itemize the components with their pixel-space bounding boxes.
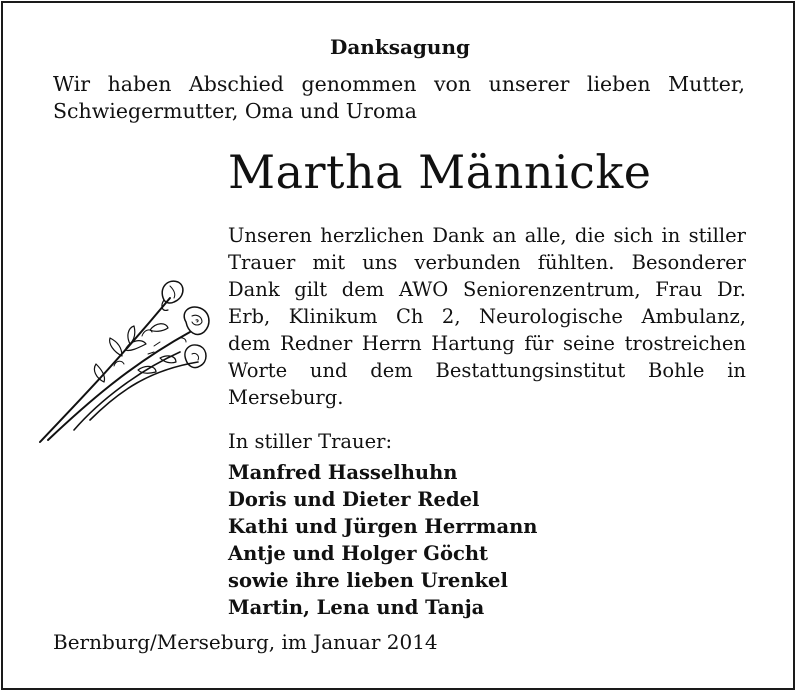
deceased-name: Martha Männicke <box>228 145 652 199</box>
thanks-line: Dank gilt dem AWO Seniorenzentrum, Frau Dr. <box>228 278 746 301</box>
mourner-entry: sowie ihre lieben Urenkel <box>228 569 508 592</box>
thanks-line: Merseburg. <box>228 386 344 409</box>
place-date: Bernburg/Merseburg, im Januar 2014 <box>53 630 438 654</box>
thanks-line: Erb, Klinikum Ch 2, Neurologische Ambulanz, <box>228 305 746 328</box>
mourner-entry: Doris und Dieter Redel <box>228 488 480 511</box>
intro-line: Schwiegermutter, Oma und Uroma <box>53 99 417 123</box>
mourner-entry: Manfred Hasselhuhn <box>228 461 458 484</box>
intro-line: Wir haben Abschied genommen von unserer lieben Mutter, <box>53 72 745 96</box>
mourner-entry: Antje und Holger Göcht <box>228 542 489 565</box>
thanks-text <box>228 222 746 411</box>
mourner-entry: Kathi und Jürgen Herrmann <box>228 515 538 538</box>
thanks-line: Unseren herzlichen Dank an alle, die sich in stiller <box>228 224 746 247</box>
mourning-label: In stiller Trauer: <box>228 430 393 453</box>
thanks-line: dem Redner Herrn Hartung für seine trostreichen <box>228 332 746 355</box>
thanks-line: Worte und dem Bestattungsinstitut Bohle in <box>228 359 746 382</box>
roses-bouquet-icon <box>30 270 230 450</box>
intro-text <box>53 71 745 125</box>
mourners-list <box>228 459 537 621</box>
thanks-line: Trauer mit uns verbunden fühlten. Besonderer <box>228 251 746 274</box>
notice-heading: Danksagung <box>330 35 470 59</box>
mourner-entry: Martin, Lena und Tanja <box>228 596 485 619</box>
